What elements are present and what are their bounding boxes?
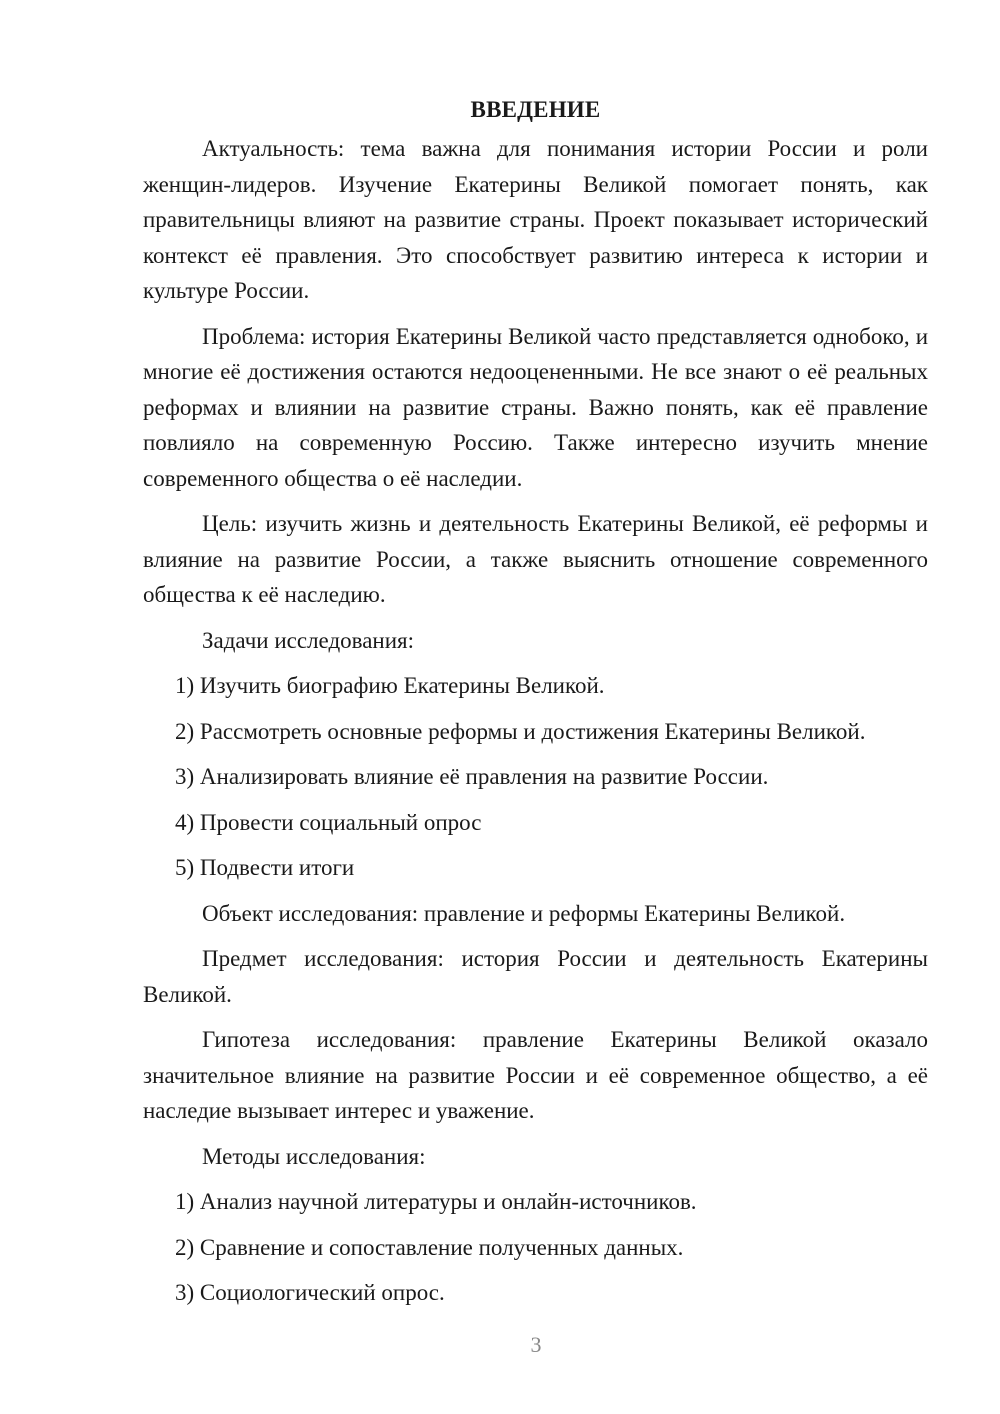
task-item: 1) Изучить биографию Екатерины Великой. — [175, 673, 605, 698]
hypothesis-paragraph: Гипотеза исследования: правление Екатерины Великой оказало значительное влияние на развитие России и её современное общество, а её наследие вызывает интерес и уважение. — [143, 1027, 928, 1123]
task-item: 5) Подвести итоги — [175, 855, 355, 880]
method-item: 3) Социологический опрос. — [175, 1280, 445, 1305]
methods-title: Методы исследования: — [202, 1143, 426, 1169]
section-heading: ВВЕДЕНИЕ — [470, 97, 601, 122]
task-item: 3) Анализировать влияние её правления на развитие России. — [175, 764, 769, 789]
task-item: 2) Рассмотреть основные реформы и достижения Екатерины Великой. — [175, 718, 866, 744]
tasks-title: Задачи исследования: — [202, 627, 415, 653]
task-item: 4) Провести социальный опрос — [175, 809, 482, 835]
document-body — [143, 95, 928, 1311]
method-item: 2) Сравнение и сопоставление полученных данных. — [175, 1234, 684, 1260]
object-paragraph: Объект исследования: правление и реформы Екатерины Великой. — [202, 900, 846, 926]
page-number: 3 — [530, 1332, 542, 1357]
subject-paragraph: Предмет исследования: история России и деятельность Екатерины Великой. — [143, 946, 928, 1007]
problem-paragraph: Проблема: история Екатерины Великой часто представляется однобоко, и многие её достижения остаются недооцененными. Не все знают о её реальных реформах и влиянии на развитие страны. Важно понять, как её правление повлияло на современную Россию. Также интересно изучить мнение современного общества о её наследии. — [143, 323, 928, 491]
actuality-paragraph: Актуальность: тема важна для понимания истории России и роли женщин-лидеров. Изучение Екатерины Великой помогает понять, как правительницы влияют на развитие страны. Проект показывает исторический контекст её правления. Это способствует развитию интереса к истории и культуре России. — [143, 136, 928, 303]
method-item: 1) Анализ научной литературы и онлайн-источников. — [175, 1189, 697, 1214]
goal-paragraph: Цель: изучить жизнь и деятельность Екатерины Великой, её реформы и влияние на развитие России, а также выяснить отношение современного общества к её наследию. — [143, 511, 928, 607]
